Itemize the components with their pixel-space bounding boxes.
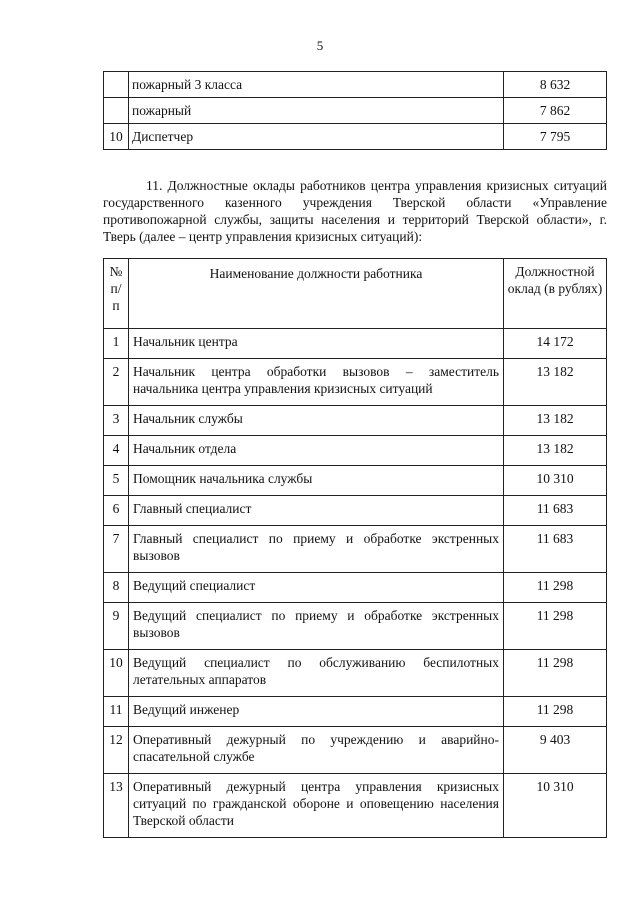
- header-number: № п/п: [104, 259, 129, 329]
- table-row: [104, 406, 607, 436]
- salary-value: 13 182: [504, 436, 607, 466]
- table-row: [104, 329, 607, 359]
- position-name: Ведущий специалист: [129, 573, 504, 603]
- table-header-row: [104, 259, 607, 329]
- position-name: Оперативный дежурный центра управления кризисных ситуаций по гражданской обороне и оповещению населения Тверской области: [129, 774, 504, 838]
- salary-value: 11 298: [504, 603, 607, 650]
- main-table-body: [104, 329, 607, 838]
- row-number: 10: [104, 650, 129, 697]
- table-row: [104, 436, 607, 466]
- position-name: Начальник центра обработки вызовов – заместитель начальника центра управления кризисных ситуаций: [129, 359, 504, 406]
- salary-value: 11 298: [504, 573, 607, 603]
- position-name: Главный специалист по приему и обработке экстренных вызовов: [129, 526, 504, 573]
- position-name: Помощник начальника службы: [129, 466, 504, 496]
- row-number: 5: [104, 466, 129, 496]
- row-number: 9: [104, 603, 129, 650]
- row-number: 12: [104, 727, 129, 774]
- salary-value: 11 683: [504, 496, 607, 526]
- table-row: [104, 526, 607, 573]
- section-11-paragraph: 11. Должностные оклады работников центра управления кризисных ситуаций государственного казенного учреждения Тверской области «Управление противопожарной службы, защиты населения и территорий Тверской области», г. Тверь (далее – центр управления кризисных ситуаций):: [103, 178, 607, 244]
- header-position-name: Наименование должности работника: [129, 259, 504, 329]
- salary-value: 7 862: [504, 98, 607, 124]
- row-number: 7: [104, 526, 129, 573]
- salary-value: 7 795: [504, 124, 607, 150]
- table-row: [104, 573, 607, 603]
- position-name: Начальник службы: [129, 406, 504, 436]
- position-name: Ведущий специалист по обслуживанию беспилотных летательных аппаратов: [129, 650, 504, 697]
- top-salary-table: [103, 71, 607, 150]
- table-row: [104, 496, 607, 526]
- position-name: Начальник центра: [129, 329, 504, 359]
- position-name: пожарный: [129, 98, 504, 124]
- table-row: [104, 98, 607, 124]
- position-name: Ведущий специалист по приему и обработке экстренных вызовов: [129, 603, 504, 650]
- row-number: 13: [104, 774, 129, 838]
- salary-value: 10 310: [504, 466, 607, 496]
- salary-value: 13 182: [504, 406, 607, 436]
- position-name: Начальник отдела: [129, 436, 504, 466]
- table-row: [104, 603, 607, 650]
- row-number: 10: [104, 124, 129, 150]
- position-name: Оперативный дежурный по учреждению и аварийно-спасательной службе: [129, 727, 504, 774]
- table-row: [104, 72, 607, 98]
- table-row: [104, 650, 607, 697]
- table-row: [104, 124, 607, 150]
- salary-value: 10 310: [504, 774, 607, 838]
- row-number: 4: [104, 436, 129, 466]
- row-number: 1: [104, 329, 129, 359]
- row-number: 8: [104, 573, 129, 603]
- position-name: Главный специалист: [129, 496, 504, 526]
- salary-value: 14 172: [504, 329, 607, 359]
- table-row: [104, 466, 607, 496]
- row-number: [104, 72, 129, 98]
- table-row: [104, 359, 607, 406]
- salary-value: 13 182: [504, 359, 607, 406]
- page-number: 5: [316, 38, 324, 53]
- salary-value: 11 683: [504, 526, 607, 573]
- row-number: 6: [104, 496, 129, 526]
- salary-value: 8 632: [504, 72, 607, 98]
- row-number: 11: [104, 697, 129, 727]
- top-table-body: [104, 72, 607, 150]
- row-number: 2: [104, 359, 129, 406]
- row-number: [104, 98, 129, 124]
- header-salary: Должностной оклад (в рублях): [504, 259, 607, 329]
- salary-value: 11 298: [504, 650, 607, 697]
- table-row: [104, 774, 607, 838]
- position-name: Ведущий инженер: [129, 697, 504, 727]
- position-name: Диспетчер: [129, 124, 504, 150]
- position-name: пожарный 3 класса: [129, 72, 504, 98]
- table-row: [104, 727, 607, 774]
- salary-value: 11 298: [504, 697, 607, 727]
- salary-value: 9 403: [504, 727, 607, 774]
- table-row: [104, 697, 607, 727]
- crisis-center-salary-table: [103, 258, 607, 838]
- row-number: 3: [104, 406, 129, 436]
